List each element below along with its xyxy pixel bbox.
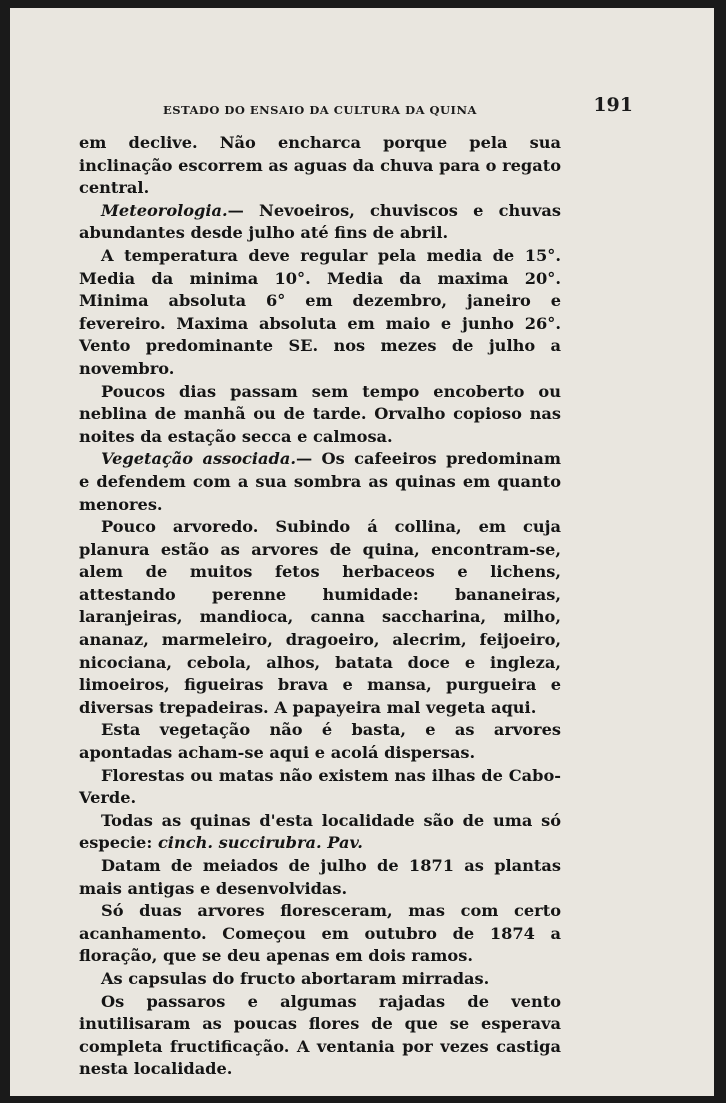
paragraph-passaros: Os passaros e algumas rajadas de vento inutilisaram as poucas flores de que se esperava completa fructificação. A ventania por vezes castiga nesta localidade. xyxy=(79,991,561,1079)
paragraph-temperatura: A temperatura deve regular pela media de 15°. Media da minima 10°. Media da maxima 20°. Minima absoluta 6° em dezembro, janeiro e fevereiro. Maxima absoluta em maio e junho 26°. Vento predominante SE. nos mezes de julho a novembro. xyxy=(79,245,561,378)
book-page xyxy=(10,8,714,1096)
paragraph-nevoeiro: Poucos dias passam sem tempo encoberto ou neblina de manhã ou de tarde. Orvalho copioso nas noites da estação secca e calmosa. xyxy=(79,381,561,446)
paragraph-capsulas: As capsulas do fructo abortaram mirradas. xyxy=(101,968,490,988)
paragraph-vegetacao: Vegetação associada.— Os cafeeiros predominam e defendem com a sua sombra as quinas em quanto menores. xyxy=(79,449,561,514)
paragraph-basta: Esta vegetação não é basta, e as arvores apontadas acham-se aqui e acolá dispersas. xyxy=(79,720,561,763)
paragraph-1: em declive. Não encharca porque pela sua inclinação escorrem as aguas da chuva para o regato central. xyxy=(79,133,561,198)
section-label-vegetacao: Vegetação associada. xyxy=(101,449,296,469)
paragraph-floresceram: Só duas arvores floresceram, mas com certo acanhamento. Começou em outubro de 1874 a floração, que se deu apenas em dois ramos. xyxy=(79,901,561,966)
section-label-meteorologia: Meteorologia. xyxy=(101,200,228,220)
paragraph-florestas: Florestas ou matas não existem nas ilhas de Cabo-Verde. xyxy=(79,765,561,808)
paragraph-arvoredo: Pouco arvoredo. Subindo á collina, em cuja planura estão as arvores de quina, encontram-se, alem de muitos fetos herbaceos e lichens, attestando perenne humidade: bananeiras, laranjeiras, mandioca, canna saccharina, milho, ananaz, marmeleiro, dragoeiro, alecrim, feijoeiro, nicociana, cebola, alhos, batata doce e ingleza, limoeiros, figueiras brava e mansa, purgueira e diversas trepadeiras. A papayeira mal vegeta aqui. xyxy=(79,517,561,717)
page-header xyxy=(83,91,663,121)
paragraph-meteorologia: Meteorologia.— Nevoeiros, chuviscos e chuvas abundantes desde julho até fins de abril. xyxy=(79,200,561,243)
paragraph-datam: Datam de meiados de julho de 1871 as plantas mais antigas e desenvolvidas. xyxy=(79,856,561,898)
running-title: ESTADO DO ENSAIO DA CULTURA DA QUINA xyxy=(163,103,477,117)
page-number: 191 xyxy=(593,94,633,116)
species-name: cinch. succirubra. Pav. xyxy=(157,833,363,853)
body-text xyxy=(79,132,561,1081)
paragraph-especie: Todas as quinas d'esta localidade são de uma só especie: cinch. succirubra. Pav. xyxy=(79,810,561,853)
